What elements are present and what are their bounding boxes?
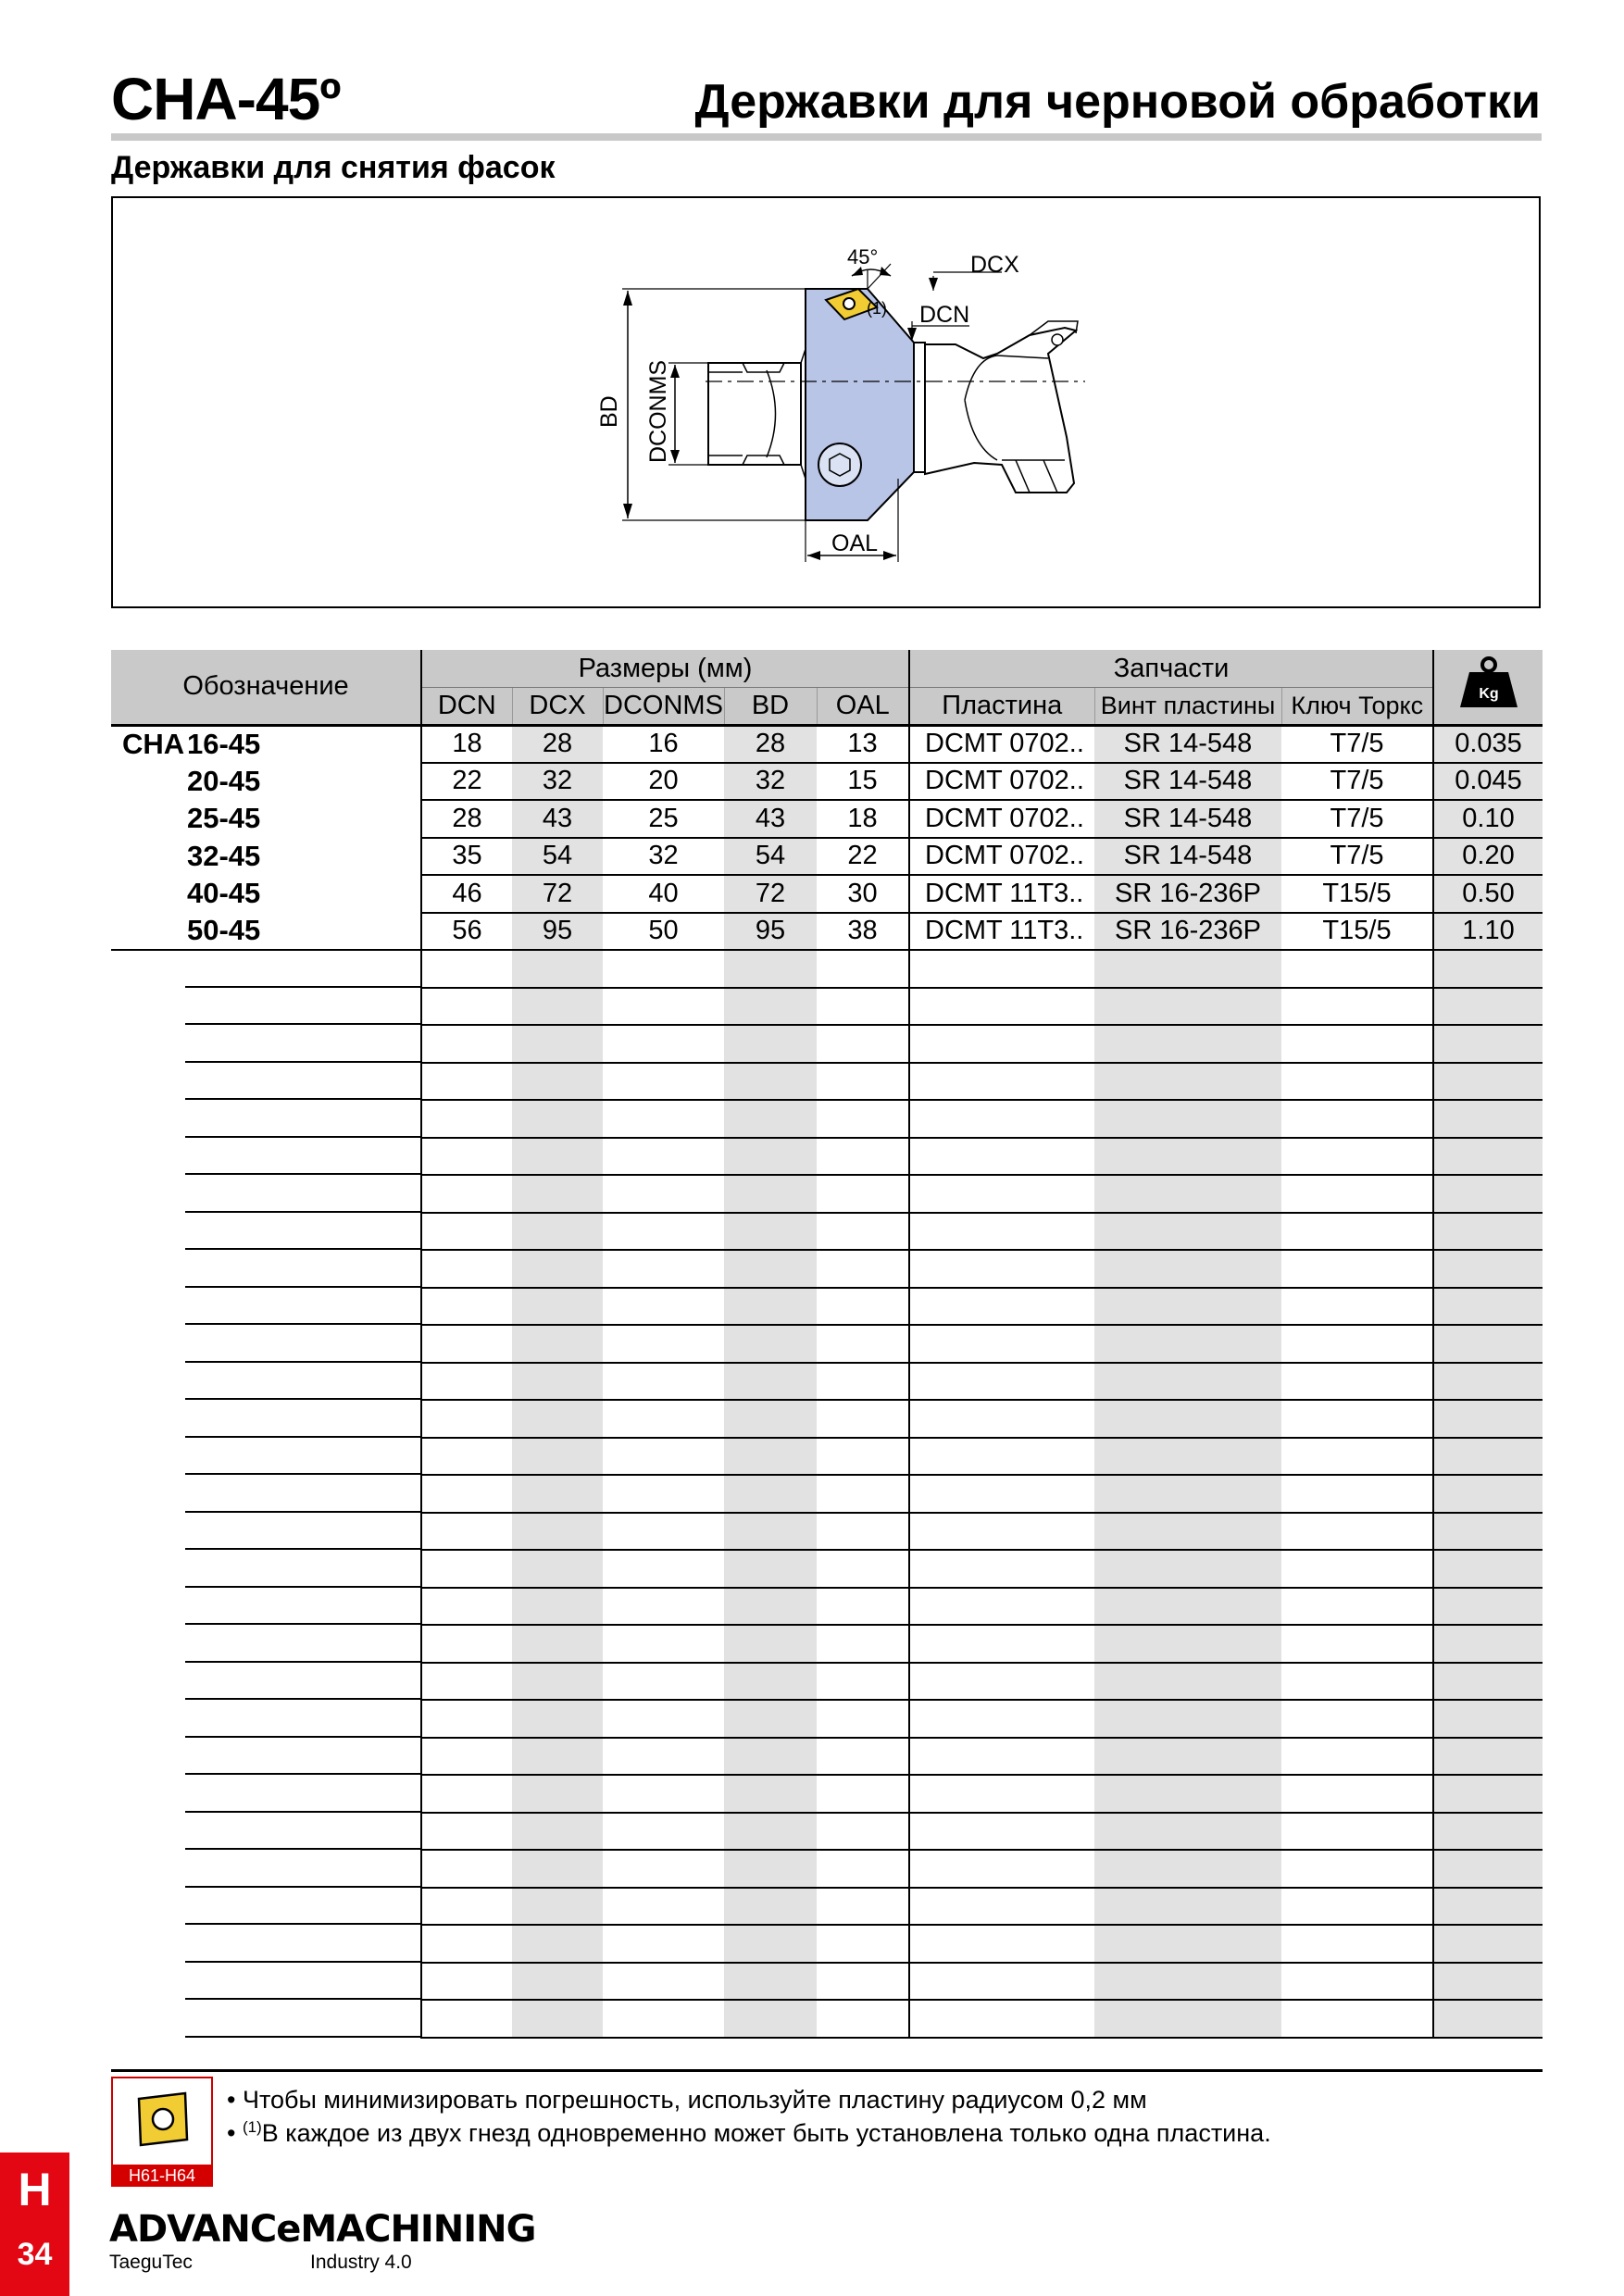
note-2-marker: (1) — [242, 2118, 262, 2136]
empty-table-row — [111, 988, 1543, 1026]
shank — [708, 363, 801, 465]
col-dcx-header: DCX — [512, 688, 603, 726]
empty-table-row — [111, 1775, 1543, 1813]
designation-header: Обозначение — [111, 650, 421, 725]
empty-table-row — [111, 1588, 1543, 1626]
page-number: 34 — [0, 2227, 69, 2296]
category-title: Державки для черновой обработки — [694, 75, 1541, 129]
oal-label: OAL — [831, 530, 879, 556]
dcn-cell: 28 — [421, 800, 512, 838]
table-row — [111, 763, 1543, 801]
dconms-cell: 32 — [603, 838, 724, 876]
screw-cell: SR 16-236P — [1094, 913, 1281, 951]
oal-cell: 30 — [817, 875, 909, 913]
col-oal-header: OAL — [817, 688, 909, 726]
torx-cell: T7/5 — [1281, 800, 1433, 838]
weight-icon-label: Kg — [1478, 685, 1499, 702]
note-marker-label: (1) — [867, 299, 887, 318]
bd-cell: 72 — [724, 875, 817, 913]
designation-cell: 32-45 — [187, 839, 261, 872]
insert-cell: DCMT 0702.. — [909, 763, 1094, 801]
table-row — [111, 913, 1543, 951]
empty-table-row — [111, 1063, 1543, 1101]
dcx-cell: 28 — [512, 725, 603, 763]
empty-table-row — [111, 1925, 1543, 1963]
screw-head — [818, 443, 861, 486]
empty-table-row — [111, 1400, 1543, 1438]
torx-cell: T7/5 — [1281, 763, 1433, 801]
brand-logo — [109, 2208, 535, 2251]
bd-cell: 28 — [724, 725, 817, 763]
col-dcn-header: DCN — [421, 688, 512, 726]
bd-cell: 54 — [724, 838, 817, 876]
dconms-cell: 20 — [603, 763, 724, 801]
empty-table-row — [111, 1963, 1543, 2001]
dconms-cell: 40 — [603, 875, 724, 913]
col-insert-header: Пластина — [909, 688, 1094, 726]
dcn-cell: 35 — [421, 838, 512, 876]
empty-table-row — [111, 1513, 1543, 1551]
empty-table-row — [111, 1438, 1543, 1476]
footnotes — [227, 2086, 1271, 2147]
specification-table — [111, 650, 1543, 2039]
empty-table-row — [111, 1100, 1543, 1138]
oal-cell: 13 — [817, 725, 909, 763]
dcn-label: DCN — [919, 302, 970, 328]
dconms-cell: 50 — [603, 913, 724, 951]
table-row — [111, 838, 1543, 876]
col-bd-header: BD — [724, 688, 817, 726]
screw-cell: SR 14-548 — [1094, 800, 1281, 838]
weight-cell: 0.045 — [1433, 763, 1543, 801]
empty-table-row — [111, 1888, 1543, 1926]
oal-cell: 38 — [817, 913, 909, 951]
designation-cell: 20-45 — [187, 764, 261, 797]
empty-table-row — [111, 2000, 1543, 2038]
note-2: • $^{(1)}$В каждое из двух гнезд одновременно может быть установлена только одна пластина. — [227, 2118, 1271, 2147]
col-torx-header: Ключ Торкс — [1281, 688, 1433, 726]
empty-table-row — [111, 1700, 1543, 1738]
bd-cell: 95 — [724, 913, 817, 951]
designation-cell: 50-45 — [111, 913, 421, 951]
insert-cell: DCMT 0702.. — [909, 838, 1094, 876]
bd-label: BD — [596, 395, 622, 428]
table-row — [111, 725, 1543, 763]
empty-table-row — [111, 1325, 1543, 1363]
designation-cell: 40-45 — [187, 877, 261, 910]
brand-sub-right: Industry 4.0 — [310, 2252, 412, 2273]
dcn-cell: 56 — [421, 913, 512, 951]
col-dconms-header: DCONMS — [603, 688, 724, 726]
empty-table-row — [111, 1138, 1543, 1176]
insert-cell: DCMT 0702.. — [909, 725, 1094, 763]
angle-label: 45° — [847, 245, 879, 268]
designation-cell: CHA16-45 — [111, 725, 421, 763]
dcn-cell: 22 — [421, 763, 512, 801]
insert-cell: DCMT 11T3.. — [909, 913, 1094, 951]
weight-cell: 0.50 — [1433, 875, 1543, 913]
oal-cell: 18 — [817, 800, 909, 838]
torx-cell: T7/5 — [1281, 725, 1433, 763]
page-title: CHA-45º — [111, 66, 341, 132]
empty-table-row — [111, 1475, 1543, 1513]
screw-cell: SR 16-236P — [1094, 875, 1281, 913]
dconms-label: DCONMS — [645, 359, 671, 463]
dcx-cell: 54 — [512, 838, 603, 876]
empty-table-row — [111, 1025, 1543, 1063]
insert-reference-label: H61-H64 — [111, 2165, 213, 2187]
table-row — [111, 800, 1543, 838]
empty-table-row — [111, 1213, 1543, 1251]
empty-table-row — [111, 1663, 1543, 1701]
screw-cell: SR 14-548 — [1094, 838, 1281, 876]
empty-table-row — [111, 1288, 1543, 1326]
empty-table-row — [111, 1175, 1543, 1213]
dconms-cell: 25 — [603, 800, 724, 838]
insert-icon — [113, 2078, 211, 2166]
weight-cell: 0.10 — [1433, 800, 1543, 838]
empty-table-row — [111, 1850, 1543, 1888]
bd-cell: 32 — [724, 763, 817, 801]
oal-cell: 15 — [817, 763, 909, 801]
weight-cell: 0.20 — [1433, 838, 1543, 876]
dcn-cell: 46 — [421, 875, 512, 913]
weight-header — [1433, 650, 1543, 725]
tool-holder-drawing — [113, 198, 1539, 606]
brand-sub-left: TaeguTec — [109, 2252, 193, 2273]
note-1: • Чтобы минимизировать погрешность, используйте пластину радиусом 0,2 мм — [227, 2086, 1147, 2114]
title-rule — [111, 133, 1542, 141]
weight-icon — [1456, 655, 1521, 711]
empty-table-row — [111, 950, 1543, 988]
dcx-cell: 72 — [512, 875, 603, 913]
bd-cell: 43 — [724, 800, 817, 838]
dcx-cell: 43 — [512, 800, 603, 838]
section-tab: H — [0, 2152, 69, 2227]
torx-cell: T15/5 — [1281, 875, 1433, 913]
insert-cell: DCMT 11T3.. — [909, 875, 1094, 913]
spare-parts-group-header: Запчасти — [909, 650, 1433, 688]
screw-cell: SR 14-548 — [1094, 763, 1281, 801]
dconms-cell: 16 — [603, 725, 724, 763]
dimensions-group-header: Размеры (мм) — [421, 650, 909, 688]
torx-cell: T7/5 — [1281, 838, 1433, 876]
dcx-label: DCX — [970, 252, 1019, 278]
table-bottom-rule — [111, 2069, 1543, 2072]
empty-table-row — [111, 1813, 1543, 1851]
empty-table-row — [111, 1625, 1543, 1663]
screw-cell: SR 14-548 — [1094, 725, 1281, 763]
designation-prefix: CHA — [122, 728, 185, 760]
table-row — [111, 875, 1543, 913]
empty-table-row — [111, 1363, 1543, 1401]
oal-cell: 22 — [817, 838, 909, 876]
col-screw-header: Винт пластины — [1094, 688, 1281, 726]
weight-cell: 0.035 — [1433, 725, 1543, 763]
dcn-cell: 18 — [421, 725, 512, 763]
torx-cell: T15/5 — [1281, 913, 1433, 951]
dcx-cell: 95 — [512, 913, 603, 951]
section-subtitle: Державки для снятия фасок — [111, 150, 556, 185]
empty-table-row — [111, 1738, 1543, 1776]
insert-cell: DCMT 0702.. — [909, 800, 1094, 838]
designation-cell: 25-45 — [187, 802, 261, 835]
tool-diagram-frame — [111, 196, 1541, 608]
empty-table-row — [111, 1250, 1543, 1288]
weight-cell: 1.10 — [1433, 913, 1543, 951]
empty-table-row — [111, 1550, 1543, 1588]
brand-name: ADVANCeMACHINING — [109, 2208, 536, 2251]
dcx-cell: 32 — [512, 763, 603, 801]
